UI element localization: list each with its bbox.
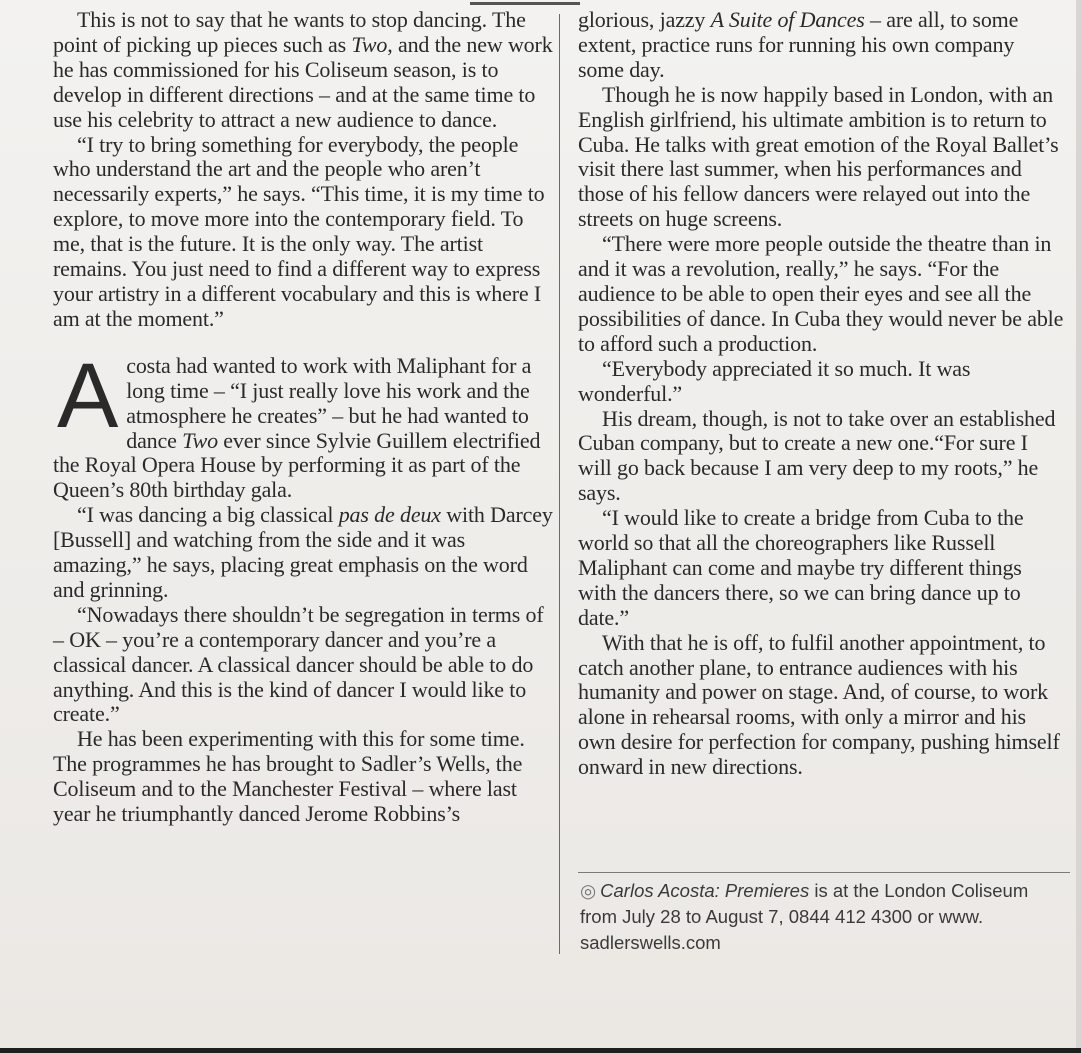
paragraph: With that he is off, to fulfil another appointment, to catch another plane, to entrance audiences with his humanity and power on stage. And, of course, to work alone in rehearsal rooms, with only a mirror and his own desire for perfection for company, pushing himself onward in new directions. <box>578 629 1060 780</box>
right-column <box>578 8 1064 780</box>
paragraph: “There were more people outside the theatre than in and it was a revolution, really,” he says. “For the audience to be able to open their eyes and see all the possibilities of dance. In Cuba they would never be able to afford such a production. <box>578 231 1064 356</box>
paragraph-dropcap: Acosta had wanted to work with Maliphant for a long time – “I just really love his work and the atmosphere he creates” – but he had wanted to dance Two ever since Sylvie Guillem electrified the Royal Opera House by performing it as part of the Queen’s 80th birthday gala. <box>53 344 541 503</box>
column-divider <box>559 14 560 954</box>
paragraph: “Nowadays there shouldn’t be segregation in terms of – OK – you’re a contemporary dancer and you’re a classical dancer. A classical dancer should be able to do anything. And this is the kind of dancer I would like to create.” <box>53 601 544 727</box>
target-bullet-icon: ◎ <box>580 880 597 901</box>
paragraph: “I try to bring something for everybody, the people who understand the art and the people who aren’t necessarily experts,” he says. “This time, it is my time to explore, to move more into the contemporary field. To me, that is the future. It is the only way. The artist remains. You just need to find a different way to express your artistry in a different vocabulary and this is where I am at the moment.” <box>53 131 545 331</box>
paragraph: He has been experimenting with this for some time. The programmes he has brought to Sadler’s Wells, the Coliseum and to the Manchester Festival – where last year he triumphantly danced Jerome Robbins’s <box>53 726 525 827</box>
event-info-box <box>580 878 1070 956</box>
paragraph: “I was dancing a big classical pas de deux with Darcey [Bussell] and watching from the side and it was amazing,” he says, placing great emphasis on the word and grinning. <box>53 502 553 602</box>
paragraph: “Everybody appreciated it so much. It was wonderful.” <box>578 355 971 406</box>
page-edge-right <box>1076 0 1081 1053</box>
paragraph: glorious, jazzy A Suite of Dances – are all, to some extent, practice runs for running his own company some day. <box>578 7 1019 82</box>
drop-cap-letter: A <box>57 344 119 447</box>
paragraph: Though he is now happily based in London, with an English girlfriend, his ultimate ambition is to return to Cuba. He talks with great emotion of the Royal Ballet’s visit there last summer, when his performances and those of his fellow dancers were relayed out into the streets on huge screens. <box>578 81 1059 232</box>
paragraph: “I would like to create a bridge from Cuba to the world so that all the choreographers like Russell Maliphant can come and maybe try different things with the dancers there, so we can bring dance up to date.” <box>578 505 1024 630</box>
top-edge-mark <box>470 2 580 5</box>
left-column <box>53 8 553 827</box>
info-divider <box>578 872 1070 873</box>
paragraph: This is not to say that he wants to stop dancing. The point of picking up pieces such as Two, and the new work he has commissioned for his Coliseum season, is to develop in different directions – and at the same time to use his celebrity to attract a new audience to dance. <box>53 7 553 132</box>
paragraph: His dream, though, is not to take over an established Cuban company, but to create a new one.“For sure I will go back because I am very deep to my roots,” he says. <box>578 405 1056 506</box>
page-edge-bottom <box>0 1048 1081 1053</box>
event-details: is at the London Coliseum from July 28 to August 7, 0844 412 4300 or www. sadlerswells.com <box>580 880 1029 953</box>
event-title: Carlos Acosta: Premieres <box>600 880 810 901</box>
